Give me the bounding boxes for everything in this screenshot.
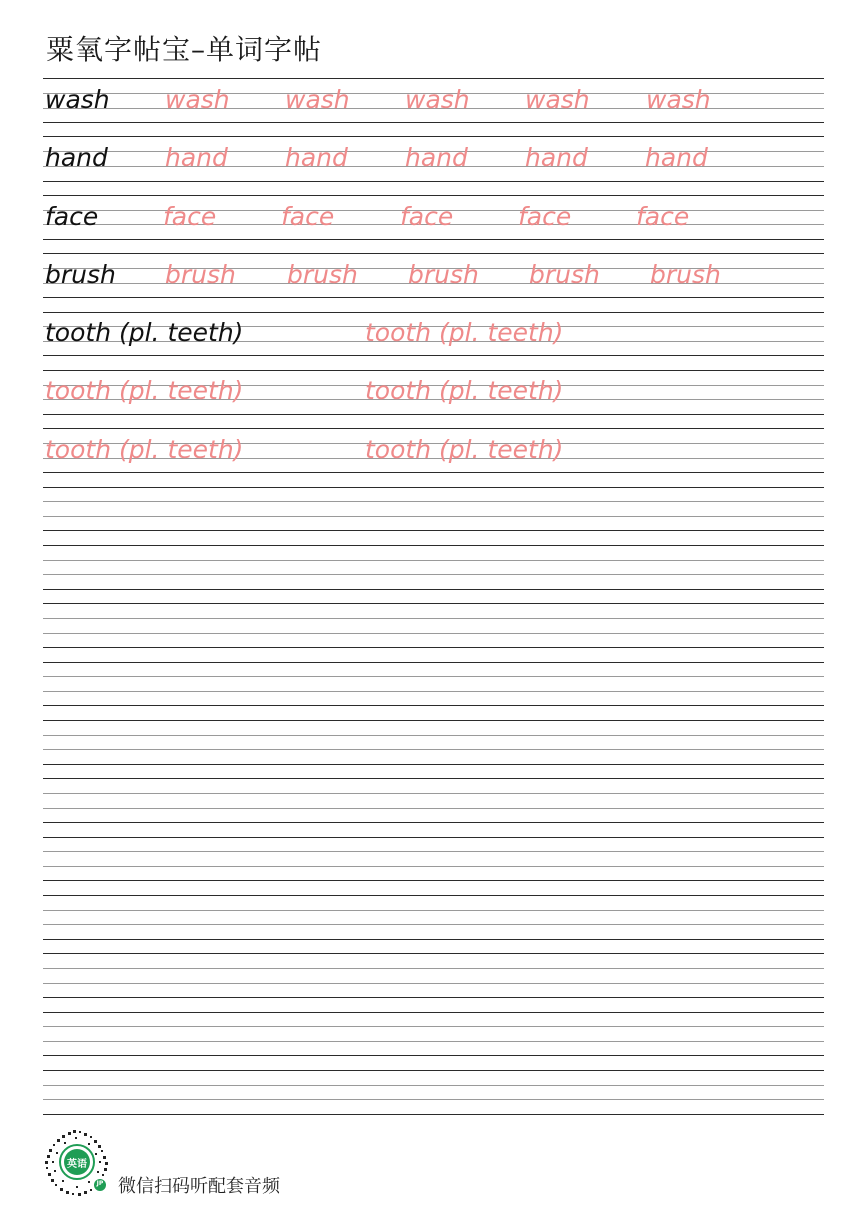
ruled-line [43, 516, 824, 517]
trace-word: wash [646, 85, 711, 114]
qr-badge-label: 英语 [67, 1159, 87, 1170]
ruled-line [43, 530, 824, 531]
model-word: tooth (pl. teeth) [45, 318, 244, 347]
trace-word: tooth (pl. teeth) [365, 318, 564, 347]
ruled-line [43, 355, 824, 356]
ruled-line [43, 1070, 824, 1071]
trace-word: tooth (pl. teeth) [365, 376, 564, 405]
ruled-line [43, 749, 824, 750]
trace-word: brush [529, 260, 600, 289]
ruled-line [43, 414, 824, 415]
trace-word: wash [525, 85, 590, 114]
trace-word: brush [165, 260, 236, 289]
ruled-line [43, 910, 824, 911]
ruled-line [43, 239, 824, 240]
ruled-line [43, 78, 824, 79]
ruled-line [43, 545, 824, 546]
ruled-line [43, 589, 824, 590]
trace-word: brush [408, 260, 479, 289]
ruled-line [43, 253, 824, 254]
ruled-line [43, 618, 824, 619]
trace-word: face [163, 202, 217, 231]
ruled-line [43, 983, 824, 984]
ruled-line [43, 1085, 824, 1086]
trace-word: hand [645, 143, 708, 172]
ruled-line [43, 764, 824, 765]
trace-word: face [518, 202, 572, 231]
trace-word: tooth (pl. teeth) [365, 435, 564, 464]
trace-word: wash [165, 85, 230, 114]
ruled-line [43, 662, 824, 663]
ruled-line [43, 939, 824, 940]
ruled-line [43, 472, 824, 473]
ruled-line [43, 487, 824, 488]
ruled-line [43, 851, 824, 852]
ruled-line [43, 574, 824, 575]
ruled-line [43, 997, 824, 998]
ruled-line [43, 312, 824, 313]
footer-caption: 微信扫码听配套音频 [118, 1176, 280, 1197]
ruled-line [43, 647, 824, 648]
ruled-line [43, 735, 824, 736]
trace-word: hand [525, 143, 588, 172]
trace-word: hand [285, 143, 348, 172]
page-title: 粟氧字帖宝–单词字帖 [46, 33, 323, 66]
ruled-line [43, 633, 824, 634]
ruled-line [43, 808, 824, 809]
ruled-line [43, 1055, 824, 1056]
ruled-line [43, 370, 824, 371]
ruled-line [43, 924, 824, 925]
ruled-line [43, 297, 824, 298]
ruled-line [43, 1012, 824, 1013]
writing-sheet [43, 0, 824, 1227]
ruled-line [43, 195, 824, 196]
trace-word: face [400, 202, 454, 231]
ruled-line [43, 181, 824, 182]
ruled-line [43, 1026, 824, 1027]
model-word: wash [45, 85, 110, 114]
ruled-line [43, 793, 824, 794]
trace-word: face [636, 202, 690, 231]
trace-word: tooth (pl. teeth) [45, 376, 244, 405]
ruled-line [43, 953, 824, 954]
ruled-line [43, 895, 824, 896]
ruled-line [43, 720, 824, 721]
ruled-line [43, 603, 824, 604]
ruled-line [43, 136, 824, 137]
ruled-line [43, 676, 824, 677]
model-word: hand [45, 143, 108, 172]
ruled-line [43, 1114, 824, 1115]
trace-word: face [281, 202, 335, 231]
footer [42, 1128, 342, 1198]
ruled-line [43, 501, 824, 502]
qr-corner-label: JP [96, 1180, 104, 1187]
ruled-line [43, 880, 824, 881]
model-word: brush [45, 260, 116, 289]
ruled-line [43, 691, 824, 692]
trace-word: brush [650, 260, 721, 289]
model-word: face [45, 202, 99, 231]
ruled-line [43, 1099, 824, 1100]
trace-word: brush [287, 260, 358, 289]
ruled-line [43, 837, 824, 838]
ruled-line [43, 778, 824, 779]
trace-word: hand [165, 143, 228, 172]
trace-word: wash [405, 85, 470, 114]
ruled-line [43, 705, 824, 706]
ruled-line [43, 1041, 824, 1042]
trace-word: hand [405, 143, 468, 172]
ruled-line [43, 122, 824, 123]
trace-word: wash [285, 85, 350, 114]
ruled-line [43, 968, 824, 969]
ruled-line [43, 822, 824, 823]
trace-word: tooth (pl. teeth) [45, 435, 244, 464]
ruled-line [43, 560, 824, 561]
ruled-line [43, 866, 824, 867]
ruled-line [43, 428, 824, 429]
